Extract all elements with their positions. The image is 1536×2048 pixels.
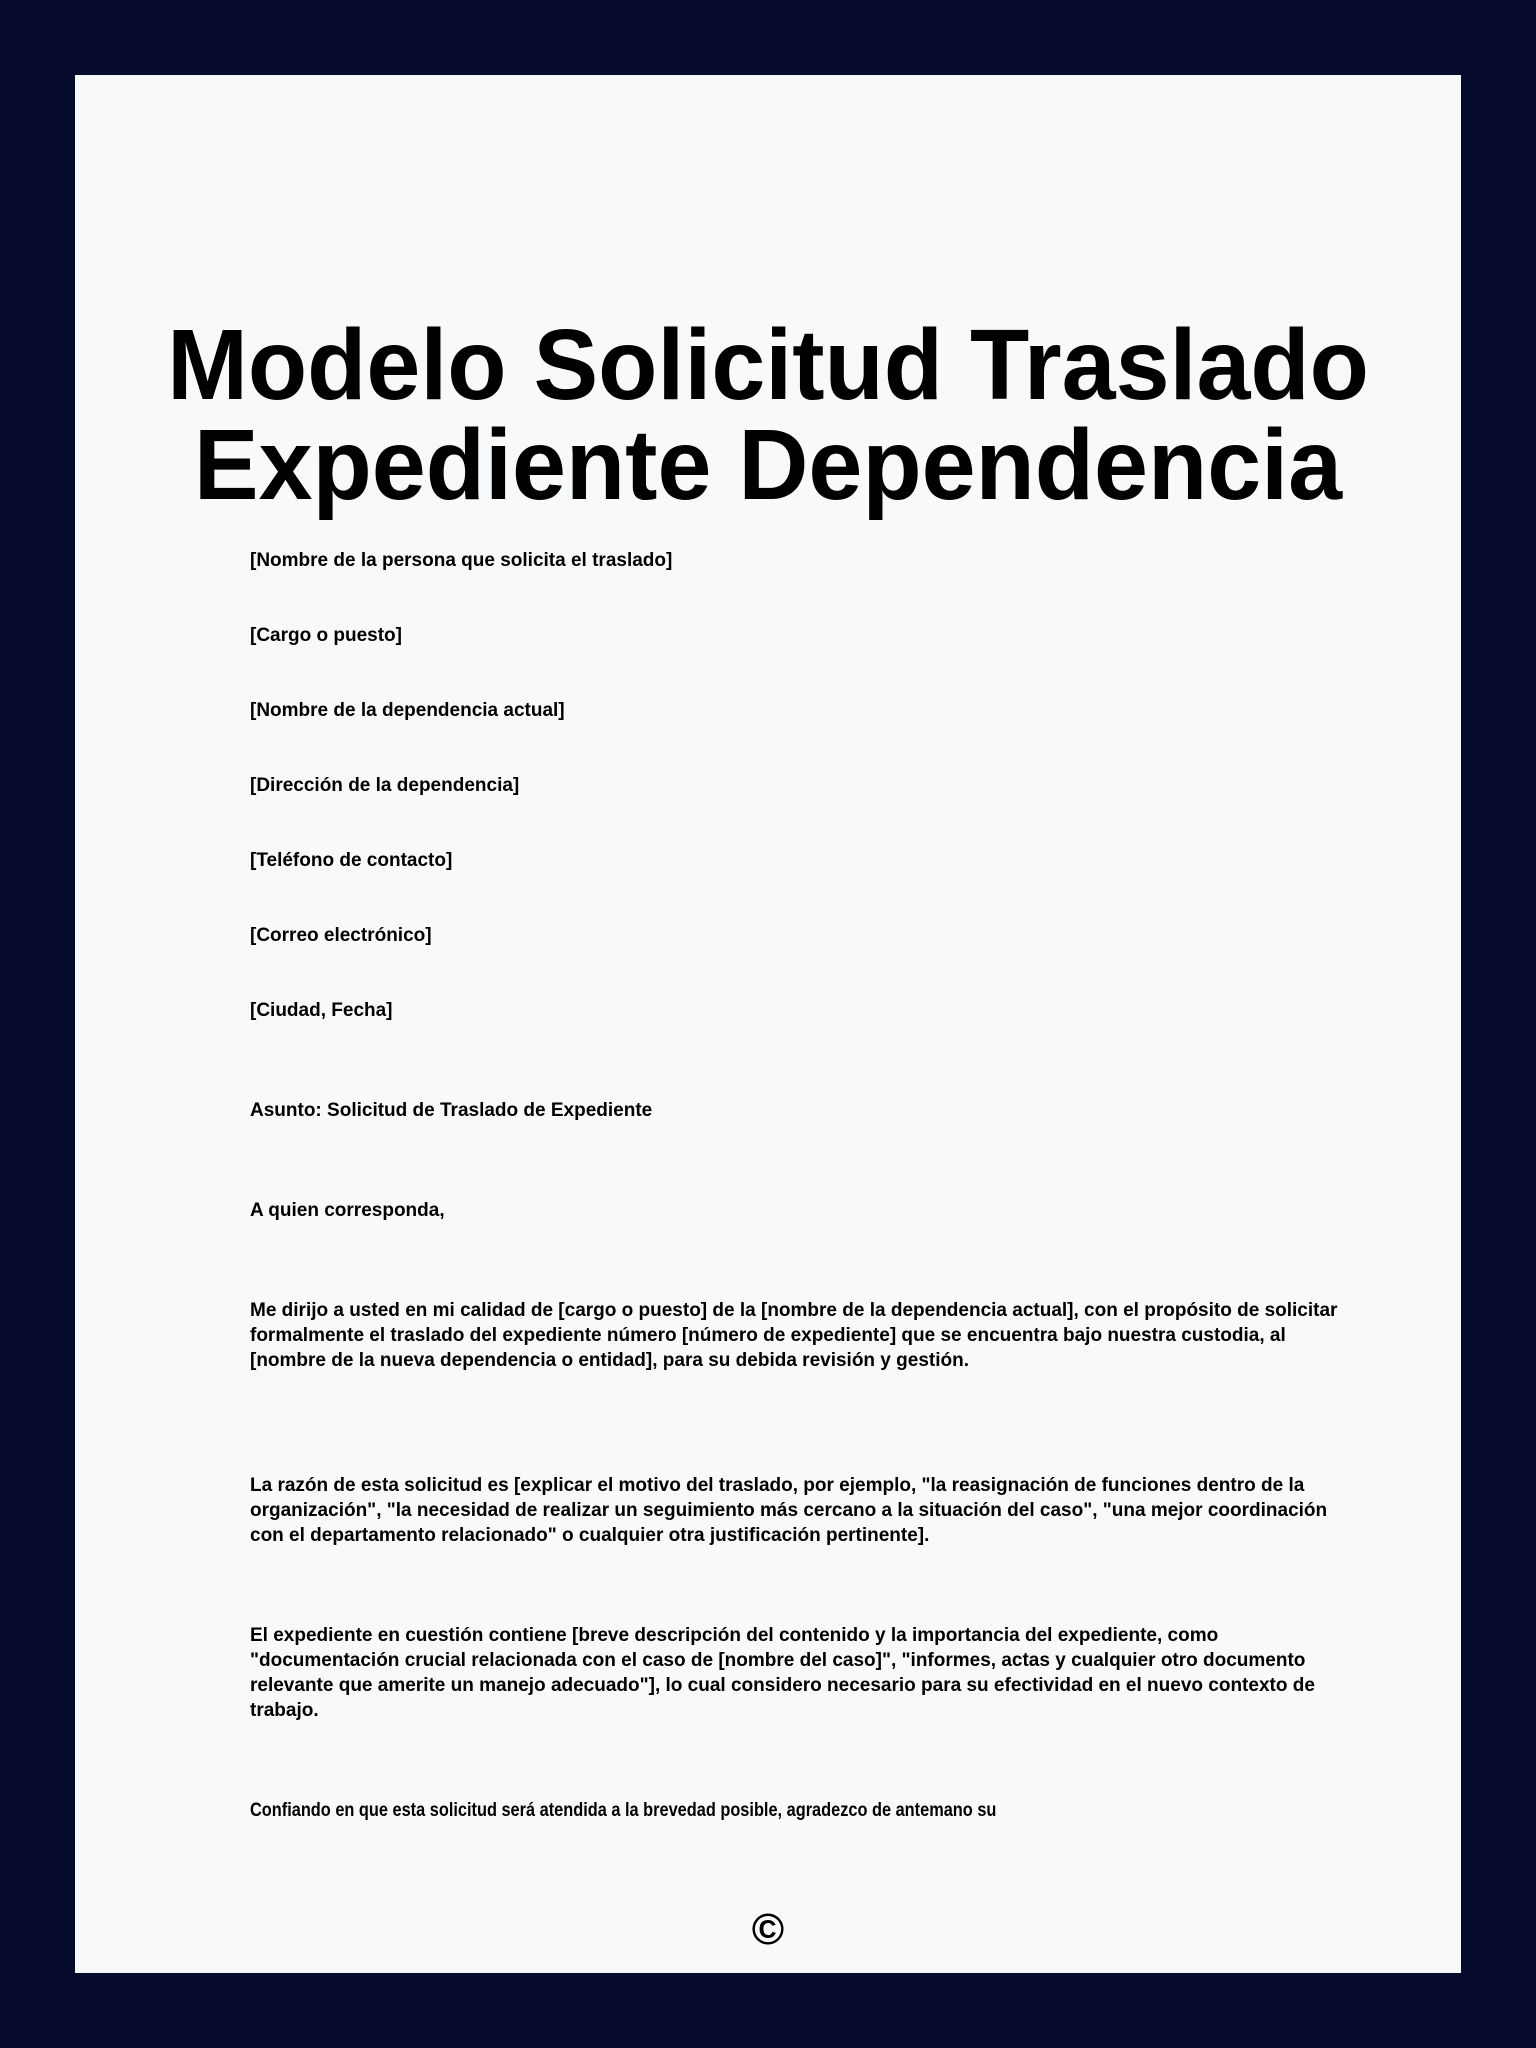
subject-line: Asunto: Solicitud de Traslado de Expediente [250, 1100, 653, 1121]
field-requester-name: [Nombre de la persona que solicita el traslado] [250, 550, 673, 571]
document-title [75, 309, 1461, 521]
paragraph-4 [250, 1798, 1350, 1823]
field-email: [Correo electrónico] [250, 925, 432, 946]
field-position: [Cargo o puesto] [250, 625, 402, 646]
field-phone: [Teléfono de contacto] [250, 850, 453, 871]
field-current-department: [Nombre de la dependencia actual] [250, 700, 565, 721]
salutation: A quien corresponda, [250, 1200, 445, 1221]
paragraph-3: El expediente en cuestión contiene [breve descripción del contenido y la importancia del expediente, como "documentación crucial relacionada con el caso de [nombre del caso]", "informes, actas y cualquier otro documento relevante que amerite un manejo adecuado"], lo cual considero necesario para su efectividad en el nuevo contexto de trabajo. [250, 1625, 1315, 1721]
paragraph-2: La razón de esta solicitud es [explicar el motivo del traslado, por ejemplo, "la reasignación de funciones dentro de la organización", "la necesidad de realizar un seguimiento más cercano a la situación del caso", "una mejor coordinación con el departamento relacionado" o cualquier otra justificación pertinente]. [250, 1475, 1328, 1546]
title-line-2: Expediente Dependencia [193, 409, 1343, 521]
title-line-1: Modelo Solicitud Traslado [167, 309, 1369, 421]
copyright-icon: © [751, 1905, 785, 1954]
field-department-address: [Dirección de la dependencia] [250, 775, 520, 796]
paragraph-1: Me dirijo a usted en mi calidad de [cargo o puesto] de la [nombre de la dependencia actual], con el propósito de solicitar formalmente el traslado del expediente número [número de expediente] que se encuentra bajo nuestra custodia, al [nombre de la nueva dependencia o entidad], para su debida revisión y gestión. [250, 1300, 1338, 1371]
document-page [75, 75, 1461, 1973]
field-city-date: [Ciudad, Fecha] [250, 1000, 393, 1021]
paragraph-4-text: Confiando en que esta solicitud será atendida a la brevedad posible, agradezco de antemano su [250, 1800, 997, 1821]
